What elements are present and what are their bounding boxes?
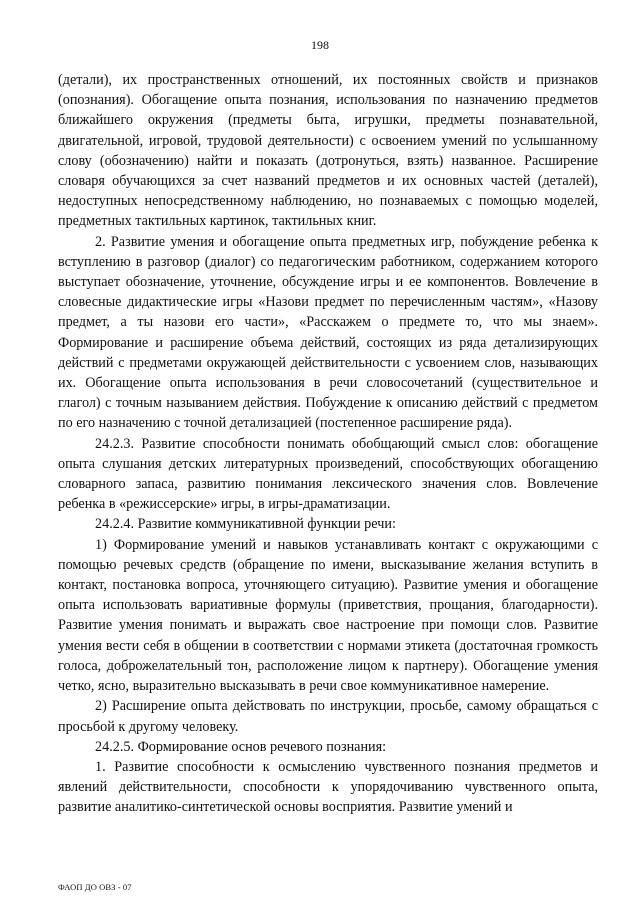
paragraph: 1) Формирование умений и навыков устанавливать контакт с окружающими с помощью речевых средств (обращение по имени, высказывание желания вступить в контакт, постановка вопроса, уточняющего ситуацию). Развитие умения и обогащение опыта использовать вариативные формулы (приветствия, прощания, благодарности). Развитие умения понимать и выражать свое настроение при помощи слов. Развитие умения вести себя в общении в соответствии с нормами этикета (достаточная громкость голоса, доброжелательный тон, расположение лицом к партнеру). Обогащение умения четко, ясно, выразительно высказывать в речи свое коммуникативное намерение. [58, 536, 598, 695]
document-body [58, 70, 598, 818]
paragraph: (детали), их пространственных отношений, их постоянных свойств и признаков (опознания). Обогащение опыта познания, использования по назначению предметов ближайшего окружения (предметы быта, игрушки, предметы познавательной, двигательной, игровой, трудовой деятельности) с освоением умений по услышанному слову (обозначению) найти и показать (дотронуться, взять) названное. Расширение словаря обучающихся за счет названий предметов и их основных частей (деталей), недоступных непосредственному наблюдению, но познаваемых с помощью моделей, предметных тактильных картинок, тактильных книг. [58, 72, 598, 230]
page-number: 198 [311, 38, 329, 52]
paragraph: 24.2.5. Формирование основ речевого познания: [95, 738, 387, 755]
document-footer: ФАОП ДО ОВЗ - 07 [58, 882, 132, 892]
paragraph: 2) Расширение опыта действовать по инструкции, просьбе, самому обращаться с просьбой к другому человеку. [58, 698, 598, 735]
paragraph: 2. Развитие умения и обогащение опыта предметных игр, побуждение ребенка к вступлению в разговор (диалог) со педагогическим работником, содержанием которого выступает обозначение, уточнение, обсуждение игры и ее компонентов. Вовлечение в словесные дидактические игры «Назови предмет по перечисленным частям», «Назову предмет, а ты назови его части», «Расскажем о предмете то, что мы знаем». Формирование и расширение объема действий, состоящих из ряда детализирующих действий с предметами окружающей действительности с усвоением слов, называющих их. Обогащение опыта использования в речи словосочетаний (существительное и глагол) с точным называнием действия. Побуждение к описанию действий с предметом по его назначению с точной детализацией (постепенное расширение ряда). [58, 233, 598, 432]
paragraph: 24.2.4. Развитие коммуникативной функции речи: [95, 516, 396, 533]
paragraph: 1. Развитие способности к осмыслению чувственного познания предметов и явлений действительности, способности к упорядочиванию чувственного опыта, развитие аналитико-синтетической основы восприятия. Развитие умений и [58, 758, 598, 816]
paragraph: 24.2.3. Развитие способности понимать обобщающий смысл слов: обогащение опыта слушания детских литературных произведений, способствующих обогащению словарного запаса, развитию понимания лексического значения слов. Вовлечение ребенка в «режиссерские» игры, в игры-драматизации. [58, 435, 598, 513]
